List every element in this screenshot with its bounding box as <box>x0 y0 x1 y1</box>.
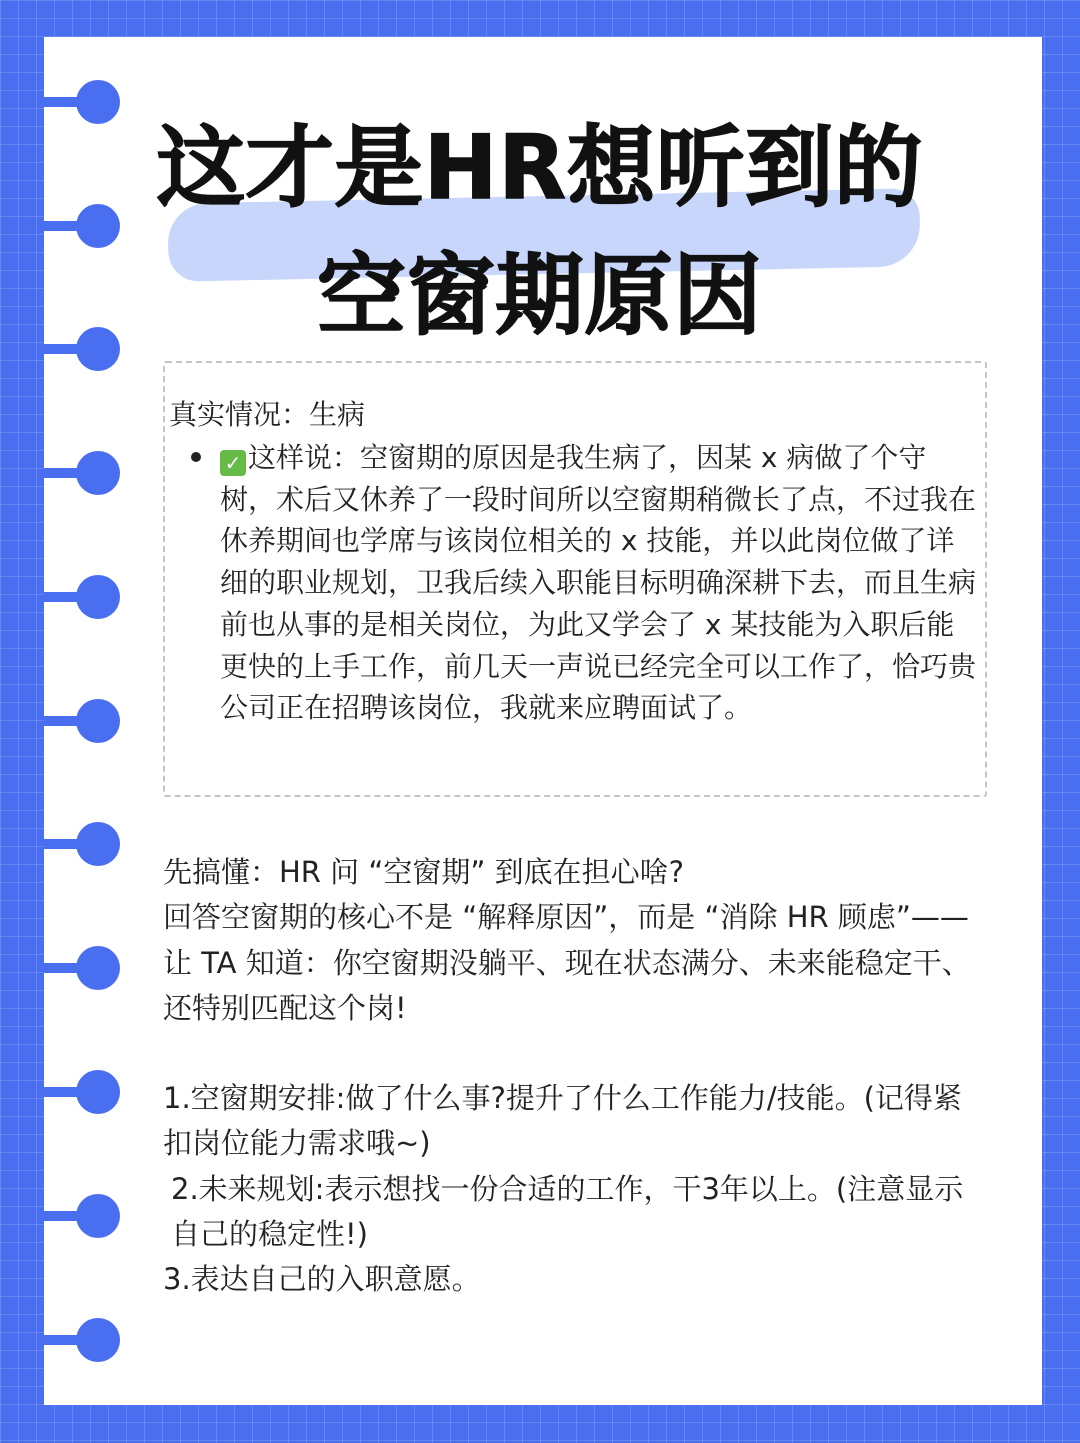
bullet-icon <box>191 452 201 462</box>
page-title-line-2: 空窗期原因 <box>317 244 763 347</box>
tip-item: 3.表达自己的入职意愿。 <box>163 1262 481 1297</box>
binder-ring-icon <box>44 822 120 866</box>
binder-ring-icon <box>44 699 120 743</box>
tip-item: 2.未来规划:表示想找一份合适的工作，干3年以上。(注意显示自己的稳定性!) <box>171 1171 964 1252</box>
binder-ring-icon <box>44 80 120 124</box>
advice-section <box>163 850 983 1303</box>
binder-ring-icon <box>44 575 120 619</box>
intro-question: 先搞懂：HR 问 “空窗期” 到底在担心啥? <box>163 855 685 889</box>
check-mark-icon: ✓ <box>220 450 246 476</box>
intro-explanation: 回答空窗期的核心不是 “解释原因”，而是 “消除 HR 顾虑”—— 让 TA 知道：你空窗期没躺平、现在状态满分、未来能稳定干、还特别匹配这个岗! <box>163 900 971 1025</box>
binder-ring-icon <box>44 451 120 495</box>
binder-ring-icon <box>44 1194 120 1238</box>
tip-item: 1.空窗期安排:做了什么事?提升了什么工作能力/技能。(记得紧扣岗位能力需求哦~) <box>163 1081 962 1161</box>
binder-ring-icon <box>44 946 120 990</box>
case-answer-text: 这样说：空窗期的原因是我生病了，因某 x 病做了个守树，术后又休养了一段时间所以空窗期稍微长了点，不过我在休养期间也学席与该岗位相关的 x 技能，并以此岗位做了详细的职业规划，卫我后续入职能目标明确深耕下去，而且生病前也从事的是相关岗位，为此又学会了 x 某技能为入职后能更快的上手工作，前几天一声说已经完全可以工作了，恰巧贵公司正在招聘该岗位，我就来应聘面试了。 <box>220 441 977 725</box>
page-title-line-1: 这才是HR想听到的 <box>156 116 924 219</box>
binder-ring-icon <box>44 1070 120 1114</box>
binder-ring-icon <box>44 1318 120 1362</box>
case-label: 真实情况：生病 <box>169 398 366 431</box>
case-answer <box>220 437 976 729</box>
